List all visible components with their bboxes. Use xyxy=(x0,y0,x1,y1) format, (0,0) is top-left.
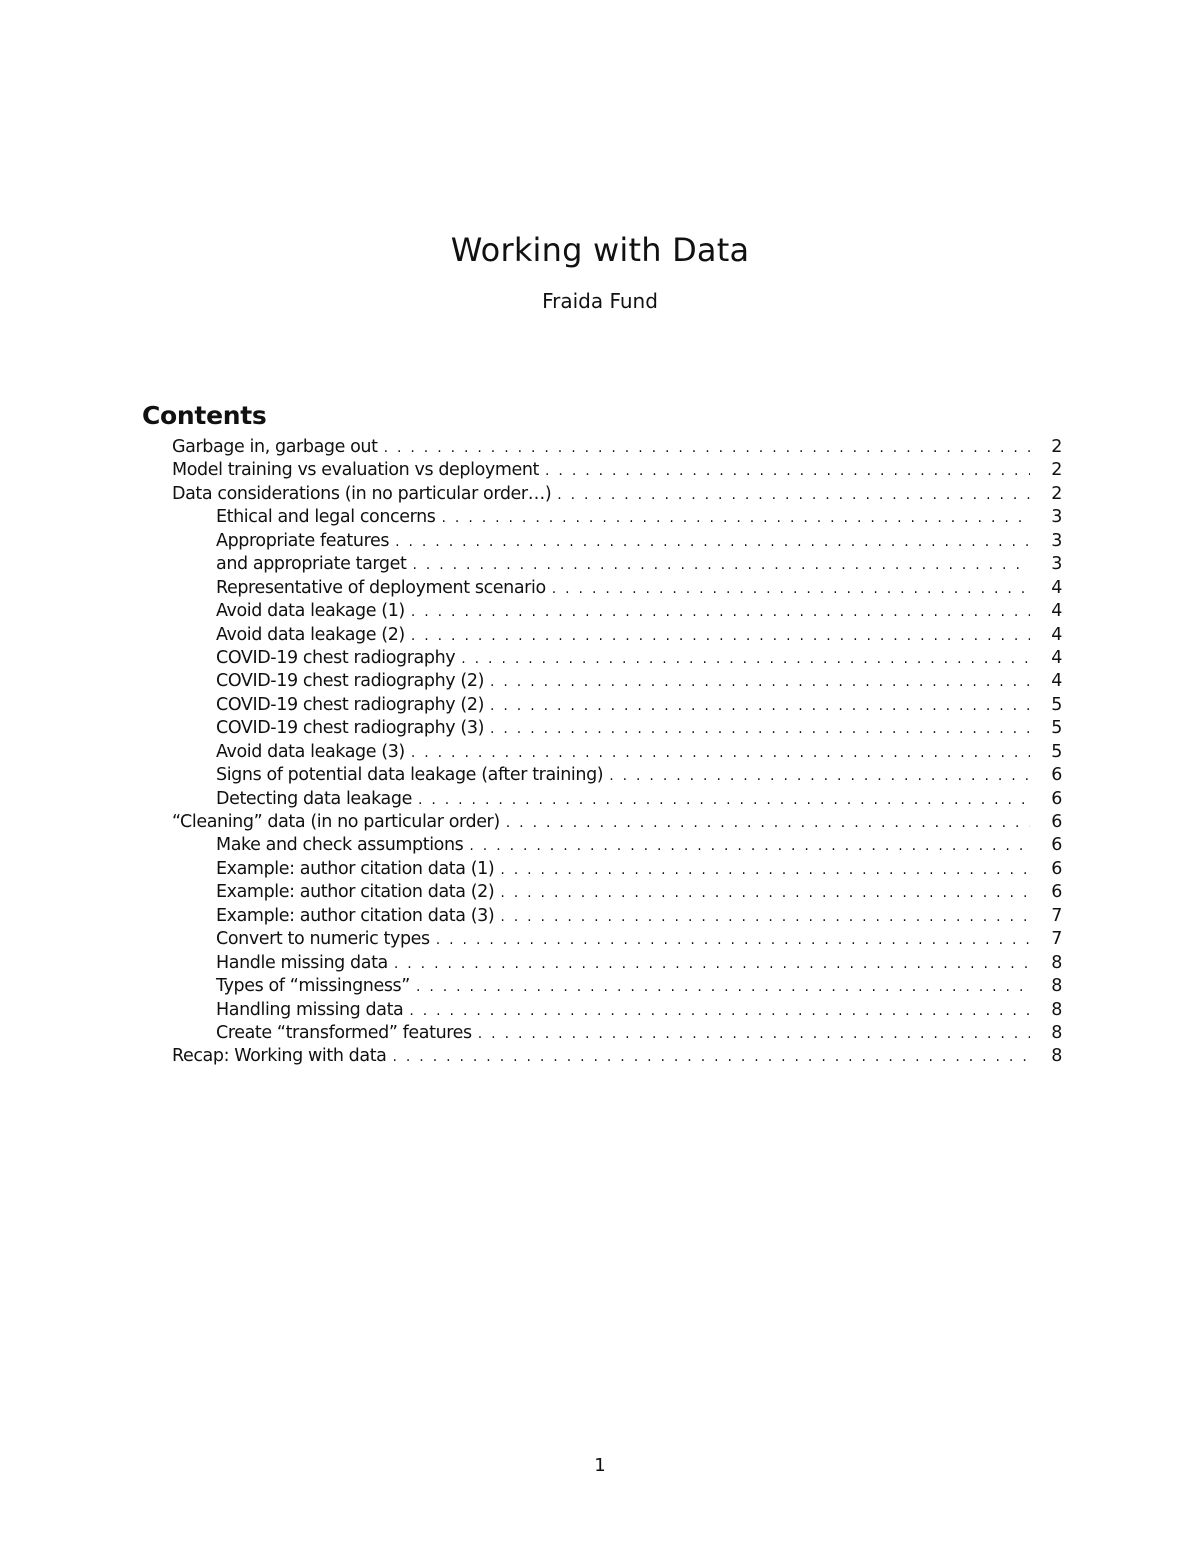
toc-entry[interactable] xyxy=(172,717,1062,740)
toc-entry-page[interactable]: 8 xyxy=(1051,952,1062,973)
toc-dot-leader xyxy=(409,1000,1030,1023)
toc-entry-label[interactable]: COVID-19 chest radiography (2) xyxy=(216,694,484,715)
toc-entry-label[interactable]: Create “transformed” features xyxy=(216,1022,472,1043)
toc-entry-page[interactable]: 6 xyxy=(1051,858,1062,879)
toc-entry[interactable] xyxy=(172,1045,1062,1068)
toc-entry-page[interactable]: 3 xyxy=(1051,530,1062,551)
toc-dot-leader xyxy=(552,578,1030,601)
toc-entry[interactable] xyxy=(172,483,1062,506)
toc-entry[interactable] xyxy=(172,624,1062,647)
toc-entry[interactable] xyxy=(172,647,1062,670)
toc-entry[interactable] xyxy=(172,952,1062,975)
toc-dot-leader xyxy=(416,976,1030,999)
toc-dot-leader xyxy=(412,554,1030,577)
toc-entry-label[interactable]: Representative of deployment scenario xyxy=(216,577,546,598)
toc-entry-page[interactable]: 4 xyxy=(1051,624,1062,645)
toc-dot-leader xyxy=(461,648,1030,671)
toc-entry-page[interactable]: 8 xyxy=(1051,999,1062,1020)
toc-entry[interactable] xyxy=(172,600,1062,623)
document-author: Fraida Fund xyxy=(542,289,658,313)
toc-entry-page[interactable]: 4 xyxy=(1051,601,1062,622)
toc-entry-page[interactable]: 6 xyxy=(1051,812,1062,832)
toc-entry-label[interactable]: COVID-19 chest radiography (2) xyxy=(216,671,484,692)
toc-entry-page[interactable]: 3 xyxy=(1051,554,1062,575)
toc-entry-label[interactable]: Model training vs evaluation vs deployment xyxy=(172,460,540,481)
toc-entry-label[interactable]: Example: author citation data (1) xyxy=(216,858,495,879)
toc-entry-page[interactable]: 4 xyxy=(1051,647,1062,668)
toc-entry-label[interactable]: Example: author citation data (2) xyxy=(216,882,495,903)
toc-entry[interactable] xyxy=(172,577,1062,600)
toc-entry[interactable] xyxy=(172,858,1062,881)
toc-entry[interactable] xyxy=(172,788,1062,811)
toc-dot-leader xyxy=(500,882,1030,905)
toc-entry[interactable] xyxy=(172,741,1062,764)
toc-dot-leader xyxy=(384,437,1030,460)
toc-entry-label[interactable]: Appropriate features xyxy=(216,530,390,551)
toc-dot-leader xyxy=(545,460,1030,483)
toc-dot-leader xyxy=(411,601,1030,624)
toc-dot-leader xyxy=(411,742,1030,765)
toc-entry-label[interactable]: Detecting data leakage xyxy=(216,788,412,809)
toc-entry[interactable] xyxy=(172,694,1062,717)
page-number: 1 xyxy=(594,1455,606,1476)
toc-entry[interactable] xyxy=(172,530,1062,553)
toc-entry-page[interactable]: 8 xyxy=(1051,1022,1062,1043)
toc-entry[interactable] xyxy=(172,436,1062,459)
toc-entry-label[interactable]: Handle missing data xyxy=(216,952,388,973)
toc-entry[interactable] xyxy=(172,764,1062,787)
toc-dot-leader xyxy=(506,812,1030,835)
toc-entry-label[interactable]: Make and check assumptions xyxy=(216,835,464,856)
toc-entry[interactable] xyxy=(172,459,1062,482)
toc-entry-label[interactable]: Avoid data leakage (1) xyxy=(216,601,405,622)
toc-entry-label[interactable]: Types of “missingness” xyxy=(216,976,410,997)
toc-dot-leader xyxy=(411,625,1030,648)
toc-entry-page[interactable]: 8 xyxy=(1051,1046,1062,1067)
toc-dot-leader xyxy=(436,929,1030,952)
toc-entry-page[interactable]: 6 xyxy=(1051,788,1062,809)
toc-entry[interactable] xyxy=(172,881,1062,904)
toc-dot-leader xyxy=(490,718,1030,741)
toc-entry[interactable] xyxy=(172,999,1062,1022)
toc-entry-label[interactable]: Signs of potential data leakage (after training) xyxy=(216,765,604,786)
toc-entry[interactable] xyxy=(172,670,1062,693)
toc-entry-label[interactable]: Data considerations (in no particular order…) xyxy=(172,483,552,504)
toc-dot-leader xyxy=(500,906,1030,929)
toc-dot-leader xyxy=(394,953,1030,976)
toc-entry-label[interactable]: Example: author citation data (3) xyxy=(216,905,495,926)
toc-entry[interactable] xyxy=(172,506,1062,529)
toc-entry[interactable] xyxy=(172,834,1062,857)
toc-entry-label[interactable]: Ethical and legal concerns xyxy=(216,507,436,528)
toc-entry[interactable] xyxy=(172,1022,1062,1045)
toc-entry-page[interactable]: 2 xyxy=(1051,460,1062,481)
toc-entry-page[interactable]: 4 xyxy=(1051,577,1062,598)
toc-entry-page[interactable]: 5 xyxy=(1051,718,1062,739)
toc-dot-leader xyxy=(393,1046,1031,1069)
table-of-contents xyxy=(172,436,1062,1069)
document-title: Working with Data xyxy=(450,231,750,270)
toc-entry-label[interactable]: and appropriate target xyxy=(216,554,407,575)
toc-entry-page[interactable]: 7 xyxy=(1051,905,1062,926)
toc-entry[interactable] xyxy=(172,553,1062,576)
toc-entry-label[interactable]: “Cleaning” data (in no particular order) xyxy=(172,812,500,832)
toc-entry-page[interactable]: 5 xyxy=(1051,741,1062,762)
toc-entry[interactable] xyxy=(172,811,1062,834)
toc-entry[interactable] xyxy=(172,905,1062,928)
toc-entry-page[interactable]: 4 xyxy=(1051,671,1062,692)
toc-dot-leader xyxy=(478,1023,1030,1046)
toc-dot-leader xyxy=(557,484,1030,507)
toc-entry-page[interactable]: 6 xyxy=(1051,882,1062,903)
toc-dot-leader xyxy=(500,859,1030,882)
contents-heading: Contents xyxy=(142,400,267,430)
toc-entry-label[interactable]: Garbage in, garbage out xyxy=(172,437,378,457)
toc-dot-leader xyxy=(395,531,1030,554)
toc-entry[interactable] xyxy=(172,928,1062,951)
toc-entry-page[interactable]: 2 xyxy=(1051,437,1062,457)
toc-entry-page[interactable]: 6 xyxy=(1051,835,1062,856)
toc-dot-leader xyxy=(490,695,1030,718)
toc-entry-page[interactable]: 5 xyxy=(1051,694,1062,715)
toc-entry-label[interactable]: Handling missing data xyxy=(216,999,404,1020)
toc-dot-leader xyxy=(442,507,1030,530)
toc-entry-label[interactable]: COVID-19 chest radiography xyxy=(216,647,456,668)
toc-entry-page[interactable]: 8 xyxy=(1051,976,1062,997)
toc-entry-label[interactable]: Convert to numeric types xyxy=(216,929,430,950)
toc-entry-page[interactable]: 3 xyxy=(1051,507,1062,528)
toc-dot-leader xyxy=(609,765,1030,788)
toc-entry[interactable] xyxy=(172,975,1062,998)
toc-entry-page[interactable]: 6 xyxy=(1051,765,1062,786)
toc-entry-page[interactable]: 7 xyxy=(1051,929,1062,950)
toc-entry-label[interactable]: Recap: Working with data xyxy=(172,1046,387,1067)
toc-dot-leader xyxy=(490,671,1030,694)
toc-dot-leader xyxy=(418,789,1030,812)
toc-entry-label[interactable]: COVID-19 chest radiography (3) xyxy=(216,718,484,739)
toc-entry-page[interactable]: 2 xyxy=(1051,483,1062,504)
toc-entry-label[interactable]: Avoid data leakage (3) xyxy=(216,741,405,762)
toc-dot-leader xyxy=(469,835,1030,858)
toc-entry-label[interactable]: Avoid data leakage (2) xyxy=(216,624,405,645)
